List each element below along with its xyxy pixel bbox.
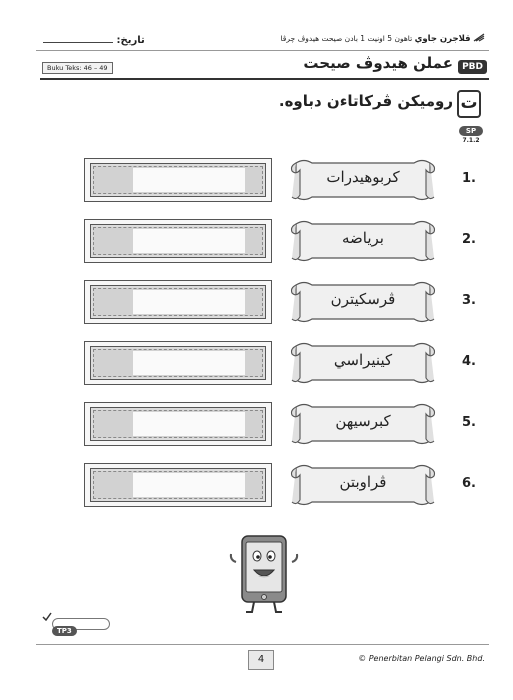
footer-divider	[36, 644, 489, 645]
header-divider	[36, 50, 489, 51]
jawi-word-scroll	[286, 157, 440, 203]
check-icon	[42, 612, 52, 621]
sp-code: 7.1.2	[462, 137, 480, 144]
page-title: عملن هيدوڤ صيحت	[303, 54, 453, 72]
answer-box[interactable]	[84, 402, 272, 446]
item-number: 2.	[462, 232, 476, 247]
jawi-word: کبرسيهن	[335, 412, 391, 430]
jawi-word-scroll	[286, 279, 440, 325]
item-number: 6.	[462, 476, 476, 491]
book-reference: Buku Teks: 46 – 49	[42, 62, 113, 74]
jawi-word: ڤرسکيترن	[330, 290, 396, 308]
book-subject: قلاجرن جاوي	[414, 34, 471, 44]
book-unit: اونيت 1	[360, 34, 385, 43]
activity-letter: ت	[457, 90, 481, 118]
page-number: 4	[248, 650, 274, 670]
date-field[interactable]	[40, 34, 145, 46]
answer-box[interactable]	[84, 158, 272, 202]
item-number: 3.	[462, 293, 476, 308]
jawi-word: برياضه	[342, 229, 384, 247]
jawi-word-scroll	[286, 401, 440, 447]
date-line	[43, 34, 113, 43]
phone-mascot-icon	[228, 532, 300, 616]
answer-box[interactable]	[84, 341, 272, 385]
tp-badge	[44, 618, 77, 637]
jawi-word-scroll	[286, 340, 440, 386]
item-number: 1.	[462, 171, 476, 186]
book-icon	[473, 33, 485, 42]
pbd-badge: PBD	[458, 60, 487, 74]
instruction-text: روميكن ڤركاتاءن دباوه.	[278, 92, 453, 110]
jawi-word: کينيراسي	[333, 351, 393, 369]
phone-mascot-illustration	[228, 532, 300, 616]
book-year: تاهون 5	[387, 34, 413, 43]
jawi-word-scroll	[286, 218, 440, 264]
item-number: 5.	[462, 415, 476, 430]
tp-label: TP3	[52, 626, 77, 636]
book-unit-title: بادن صيحت هيدوڤ چرڤا	[280, 34, 358, 43]
answer-box[interactable]	[84, 219, 272, 263]
answer-box[interactable]	[84, 463, 272, 507]
sp-badge	[459, 126, 483, 144]
book-info	[281, 33, 486, 44]
item-number: 4.	[462, 354, 476, 369]
publisher-credit: © Penerbitan Pelangi Sdn. Bhd.	[358, 654, 485, 663]
answer-box[interactable]	[84, 280, 272, 324]
sp-label: SP	[459, 126, 483, 136]
jawi-word: کربوهيدرات	[326, 168, 400, 186]
jawi-word-scroll	[286, 462, 440, 508]
jawi-word: ڤراوبتن	[339, 473, 387, 491]
date-label: تاريخ:	[116, 35, 145, 46]
